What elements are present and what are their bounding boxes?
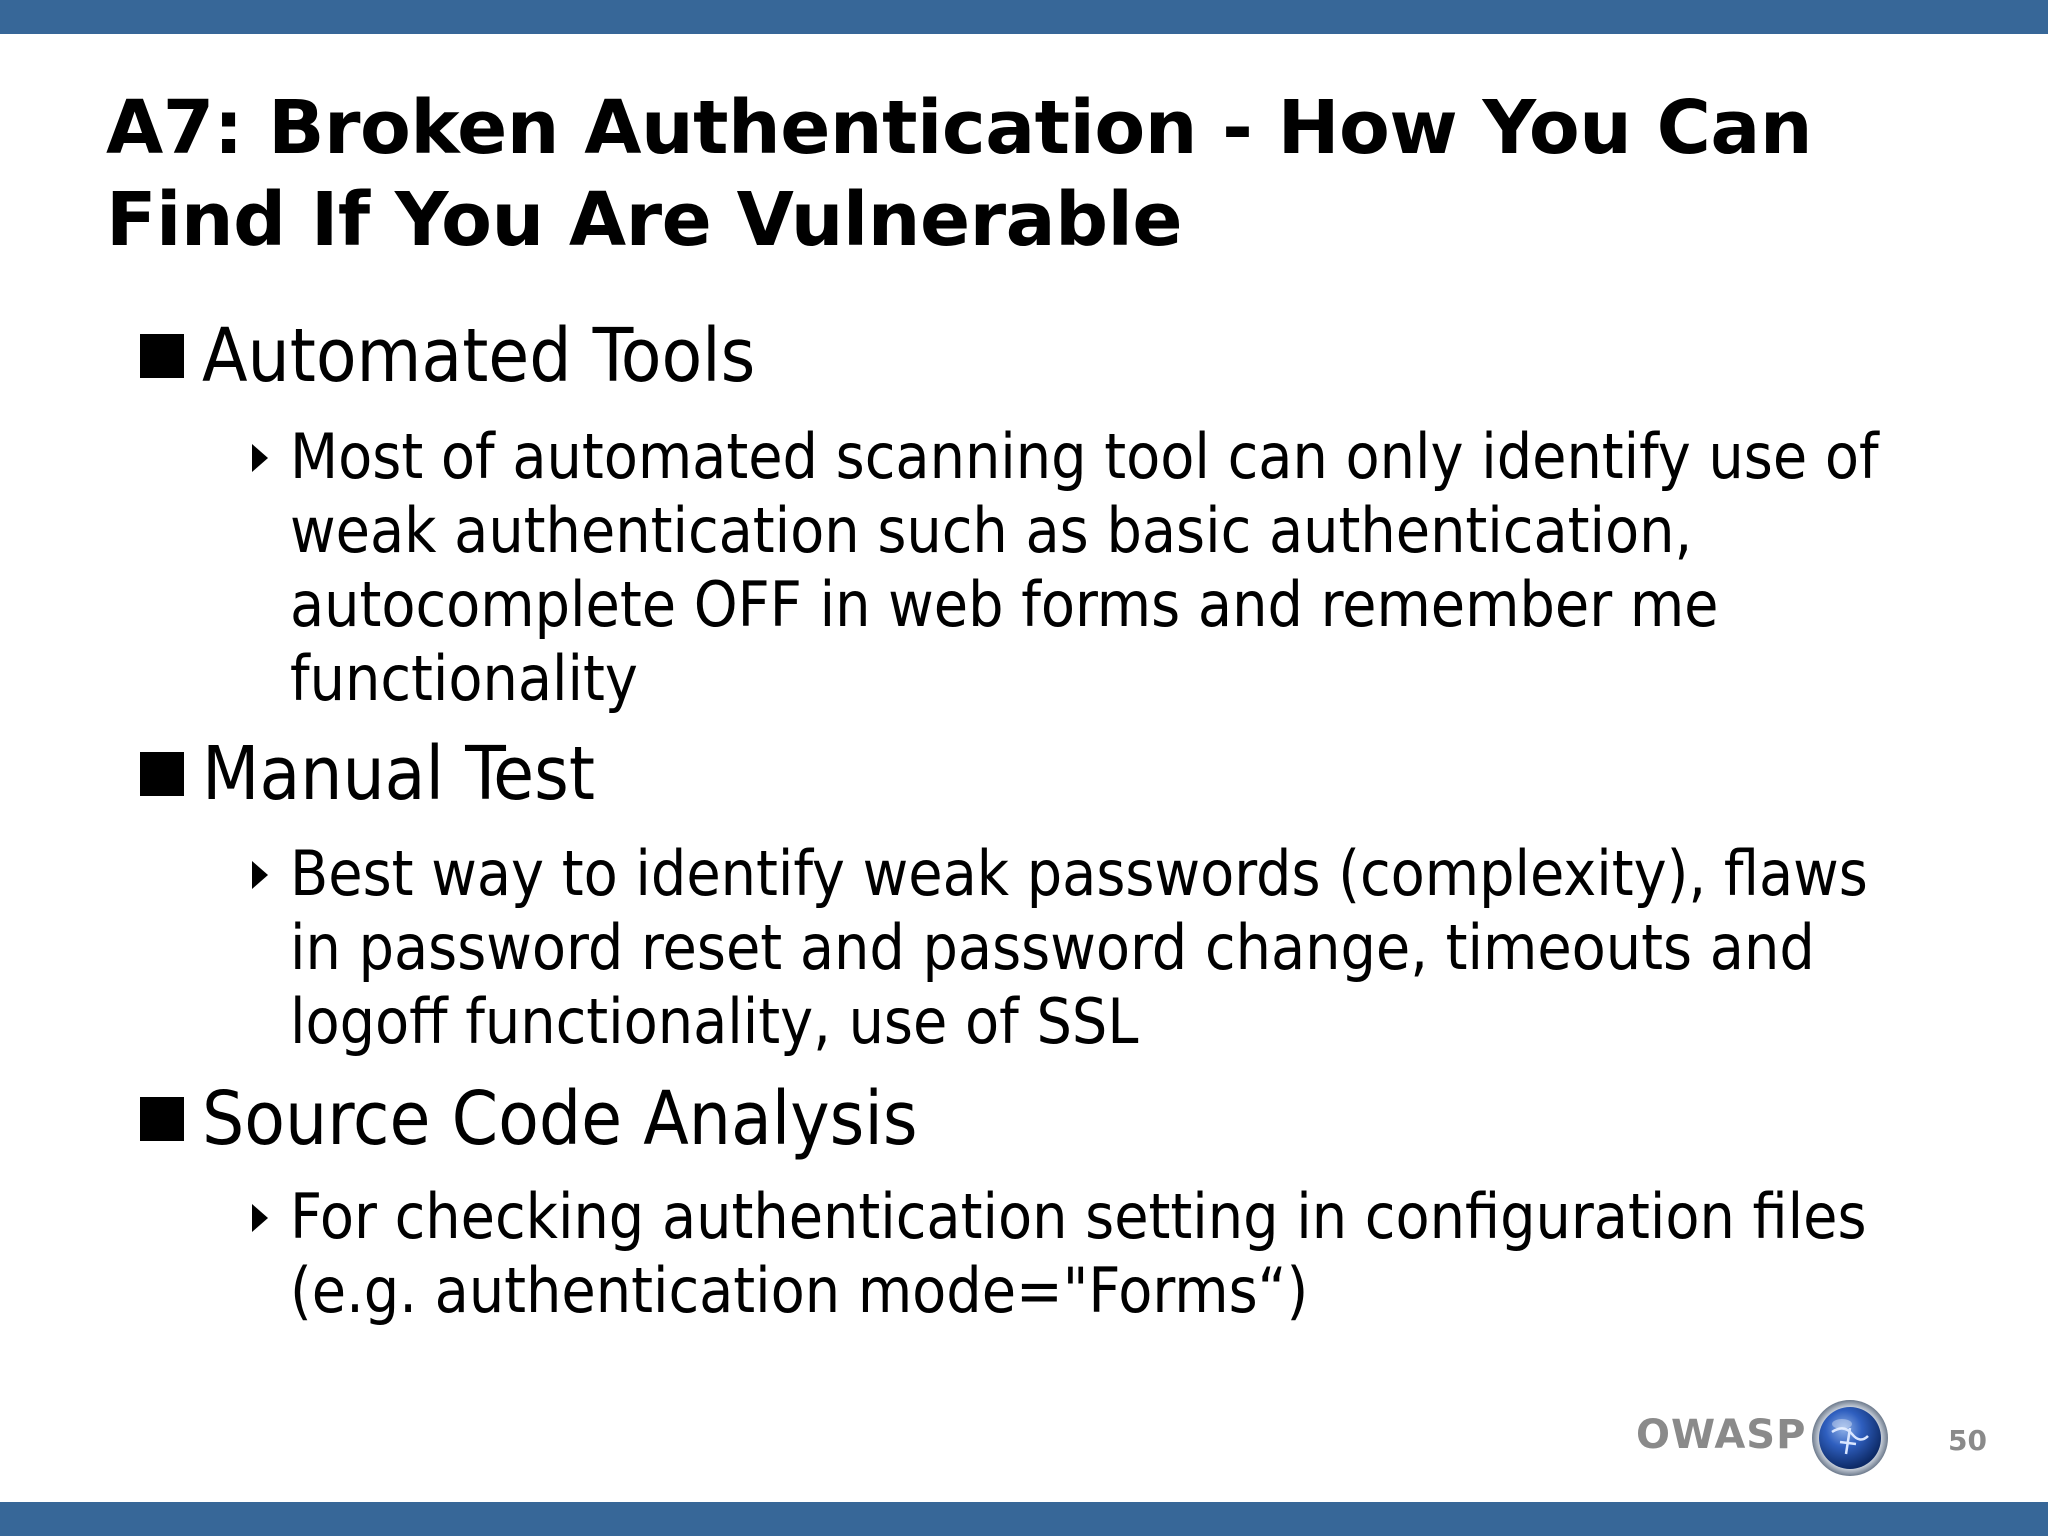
sub-bullet-automated-tools: [246, 420, 1930, 716]
square-bullet-icon: [140, 334, 184, 378]
sub-bullet-text: For checking authentication setting in configuration files (e.g. authentication mode="Forms“): [290, 1180, 1867, 1327]
bullet-manual-test: [140, 724, 595, 824]
owasp-globe-icon: [1810, 1398, 1890, 1478]
square-bullet-icon: [140, 1097, 184, 1141]
triangle-bullet-icon: [252, 444, 268, 472]
slide-title-line-2: Find If You Are Vulnerable: [106, 177, 1183, 263]
bullet-heading: Source Code Analysis: [202, 1076, 918, 1162]
triangle-bullet-icon: [252, 1204, 268, 1232]
slide-title-line-1: A7: Broken Authentication - How You Can: [106, 85, 1813, 171]
sub-bullet-text: Most of automated scanning tool can only identify use of weak authentication such as basic authentication, autocomplete OFF in web forms and remember me functionality: [290, 420, 1879, 715]
bullet-heading: Automated Tools: [202, 313, 756, 399]
slide-title: [106, 82, 1986, 266]
bullet-heading: Manual Test: [202, 731, 595, 817]
sub-bullet-manual-test: [246, 837, 1930, 1059]
bullet-source-code-analysis: [140, 1069, 918, 1169]
owasp-brand-text: OWASP: [1636, 1412, 1807, 1458]
bullet-automated-tools: [140, 306, 755, 406]
square-bullet-icon: [140, 752, 184, 796]
bottom-accent-bar: [0, 1502, 2048, 1536]
top-accent-bar: [0, 0, 2048, 34]
sub-bullet-source-code-analysis: [246, 1180, 1930, 1328]
sub-bullet-text: Best way to identify weak passwords (complexity), flaws in password reset and password change, timeouts and logoff functionality, use of SSL: [290, 837, 1868, 1058]
triangle-bullet-icon: [252, 861, 268, 889]
page-number: 50: [1948, 1424, 1987, 1457]
